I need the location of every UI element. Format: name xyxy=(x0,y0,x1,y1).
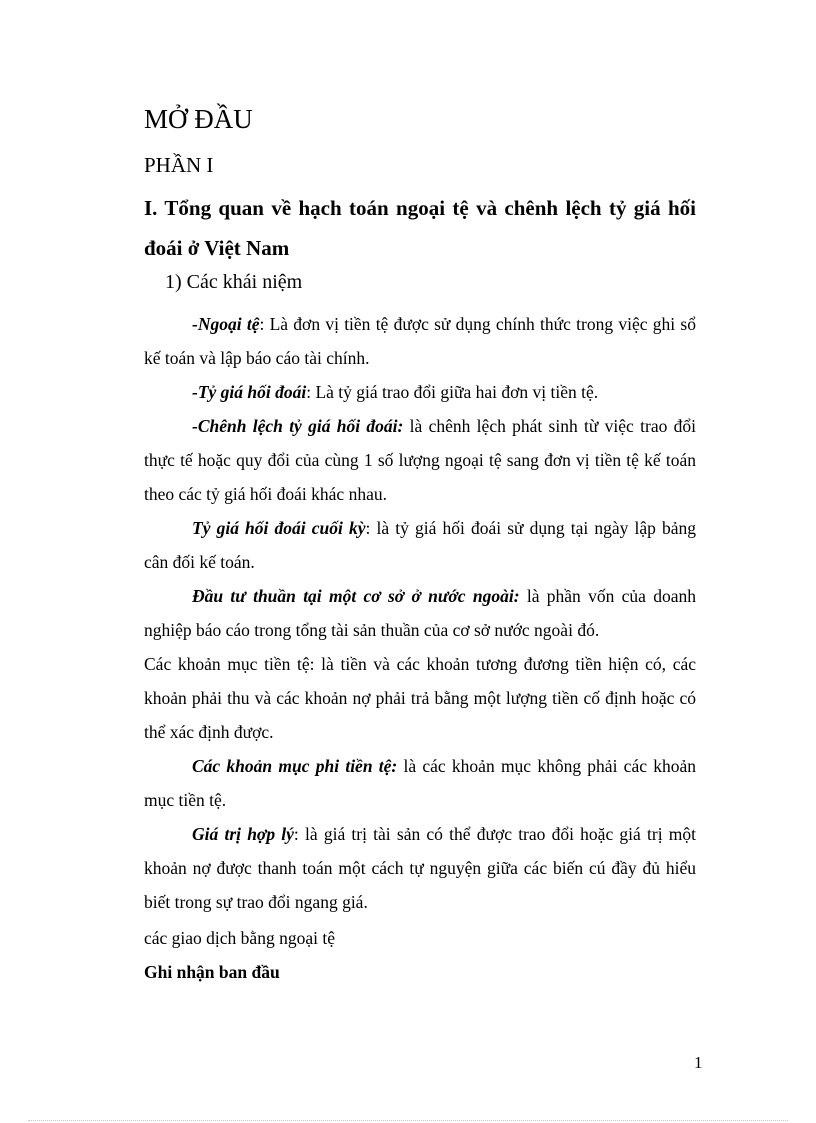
term-exchange-rate: -Tỷ giá hối đoái xyxy=(192,382,307,402)
term-fair-value: Giá trị hợp lý xyxy=(192,824,294,844)
term-net-investment: Đầu tư thuần tại một cơ sở ở nước ngoài: xyxy=(192,586,520,606)
heading-part-one: PHẦN I xyxy=(144,153,214,177)
paragraph-monetary-items: Các khoản mục tiền tệ: là tiền và các khoản tương đương tiền hiện có, các khoản phải thu và các khoản nợ phải trả bằng một lượng tiền cố định hoặc có thể xác định được. xyxy=(144,654,696,742)
paragraph-closing-rate xyxy=(144,511,696,579)
term-non-monetary-items: Các khoản mục phi tiền tệ: xyxy=(192,756,398,776)
heading-introduction: MỞ ĐẦU xyxy=(144,104,253,134)
paragraph-non-monetary-items xyxy=(144,749,696,817)
definition-non-monetary-items: là các khoản mục không phải các khoản mục tiền tệ. xyxy=(144,756,696,810)
page-number: 1 xyxy=(694,1053,703,1072)
paragraph-fair-value xyxy=(144,817,696,919)
subsection-concepts: 1) Các khái niệm xyxy=(165,271,303,293)
term-closing-rate: Tỷ giá hối đoái cuối kỳ xyxy=(192,518,366,538)
heading-initial-recognition: Ghi nhận ban đầu xyxy=(144,962,280,982)
term-exchange-difference: -Chênh lệch tỷ giá hối đoái: xyxy=(192,416,404,436)
paragraph-exchange-rate xyxy=(144,375,696,409)
line-foreign-currency-transactions: các giao dịch bằng ngoại tệ xyxy=(144,928,335,948)
page-bottom-divider xyxy=(28,1120,788,1121)
definition-fair-value: : là giá trị tài sản có thể được trao đổi hoặc giá trị một khoản nợ được thanh toán một cách tự nguyện giữa các biến cú đầy đủ hiểu biết trong sự trao đổi ngang giá. xyxy=(144,824,696,912)
definition-closing-rate: : là tỷ giá hối đoái sử dụng tại ngày lập bảng cân đối kế toán. xyxy=(144,518,697,572)
section-title: I. Tổng quan về hạch toán ngoại tệ và chênh lệch tỷ giá hối đoái ở Việt Nam xyxy=(144,196,696,260)
definition-exchange-difference: là chênh lệch phát sinh từ việc trao đổi thực tế hoặc quy đổi của cùng 1 số lượng ngoại tệ sang đơn vị tiền tệ kế toán theo các tỷ giá hối đoái khác nhau. xyxy=(144,416,696,504)
definition-net-investment: là phần vốn của doanh nghiệp báo cáo trong tổng tài sản thuần của cơ sở nước ngoài đó. xyxy=(144,586,697,640)
paragraph-net-investment xyxy=(144,579,696,647)
paragraph-exchange-difference xyxy=(144,409,696,511)
paragraph-foreign-currency xyxy=(144,307,696,375)
definition-foreign-currency: : Là đơn vị tiền tệ được sử dụng chính thức trong việc ghi sổ kế toán và lập báo cáo tài chính. xyxy=(144,314,696,368)
definition-exchange-rate: : Là tỷ giá trao đổi giữa hai đơn vị tiền tệ. xyxy=(306,382,599,402)
term-foreign-currency: -Ngoại tệ xyxy=(192,314,260,334)
